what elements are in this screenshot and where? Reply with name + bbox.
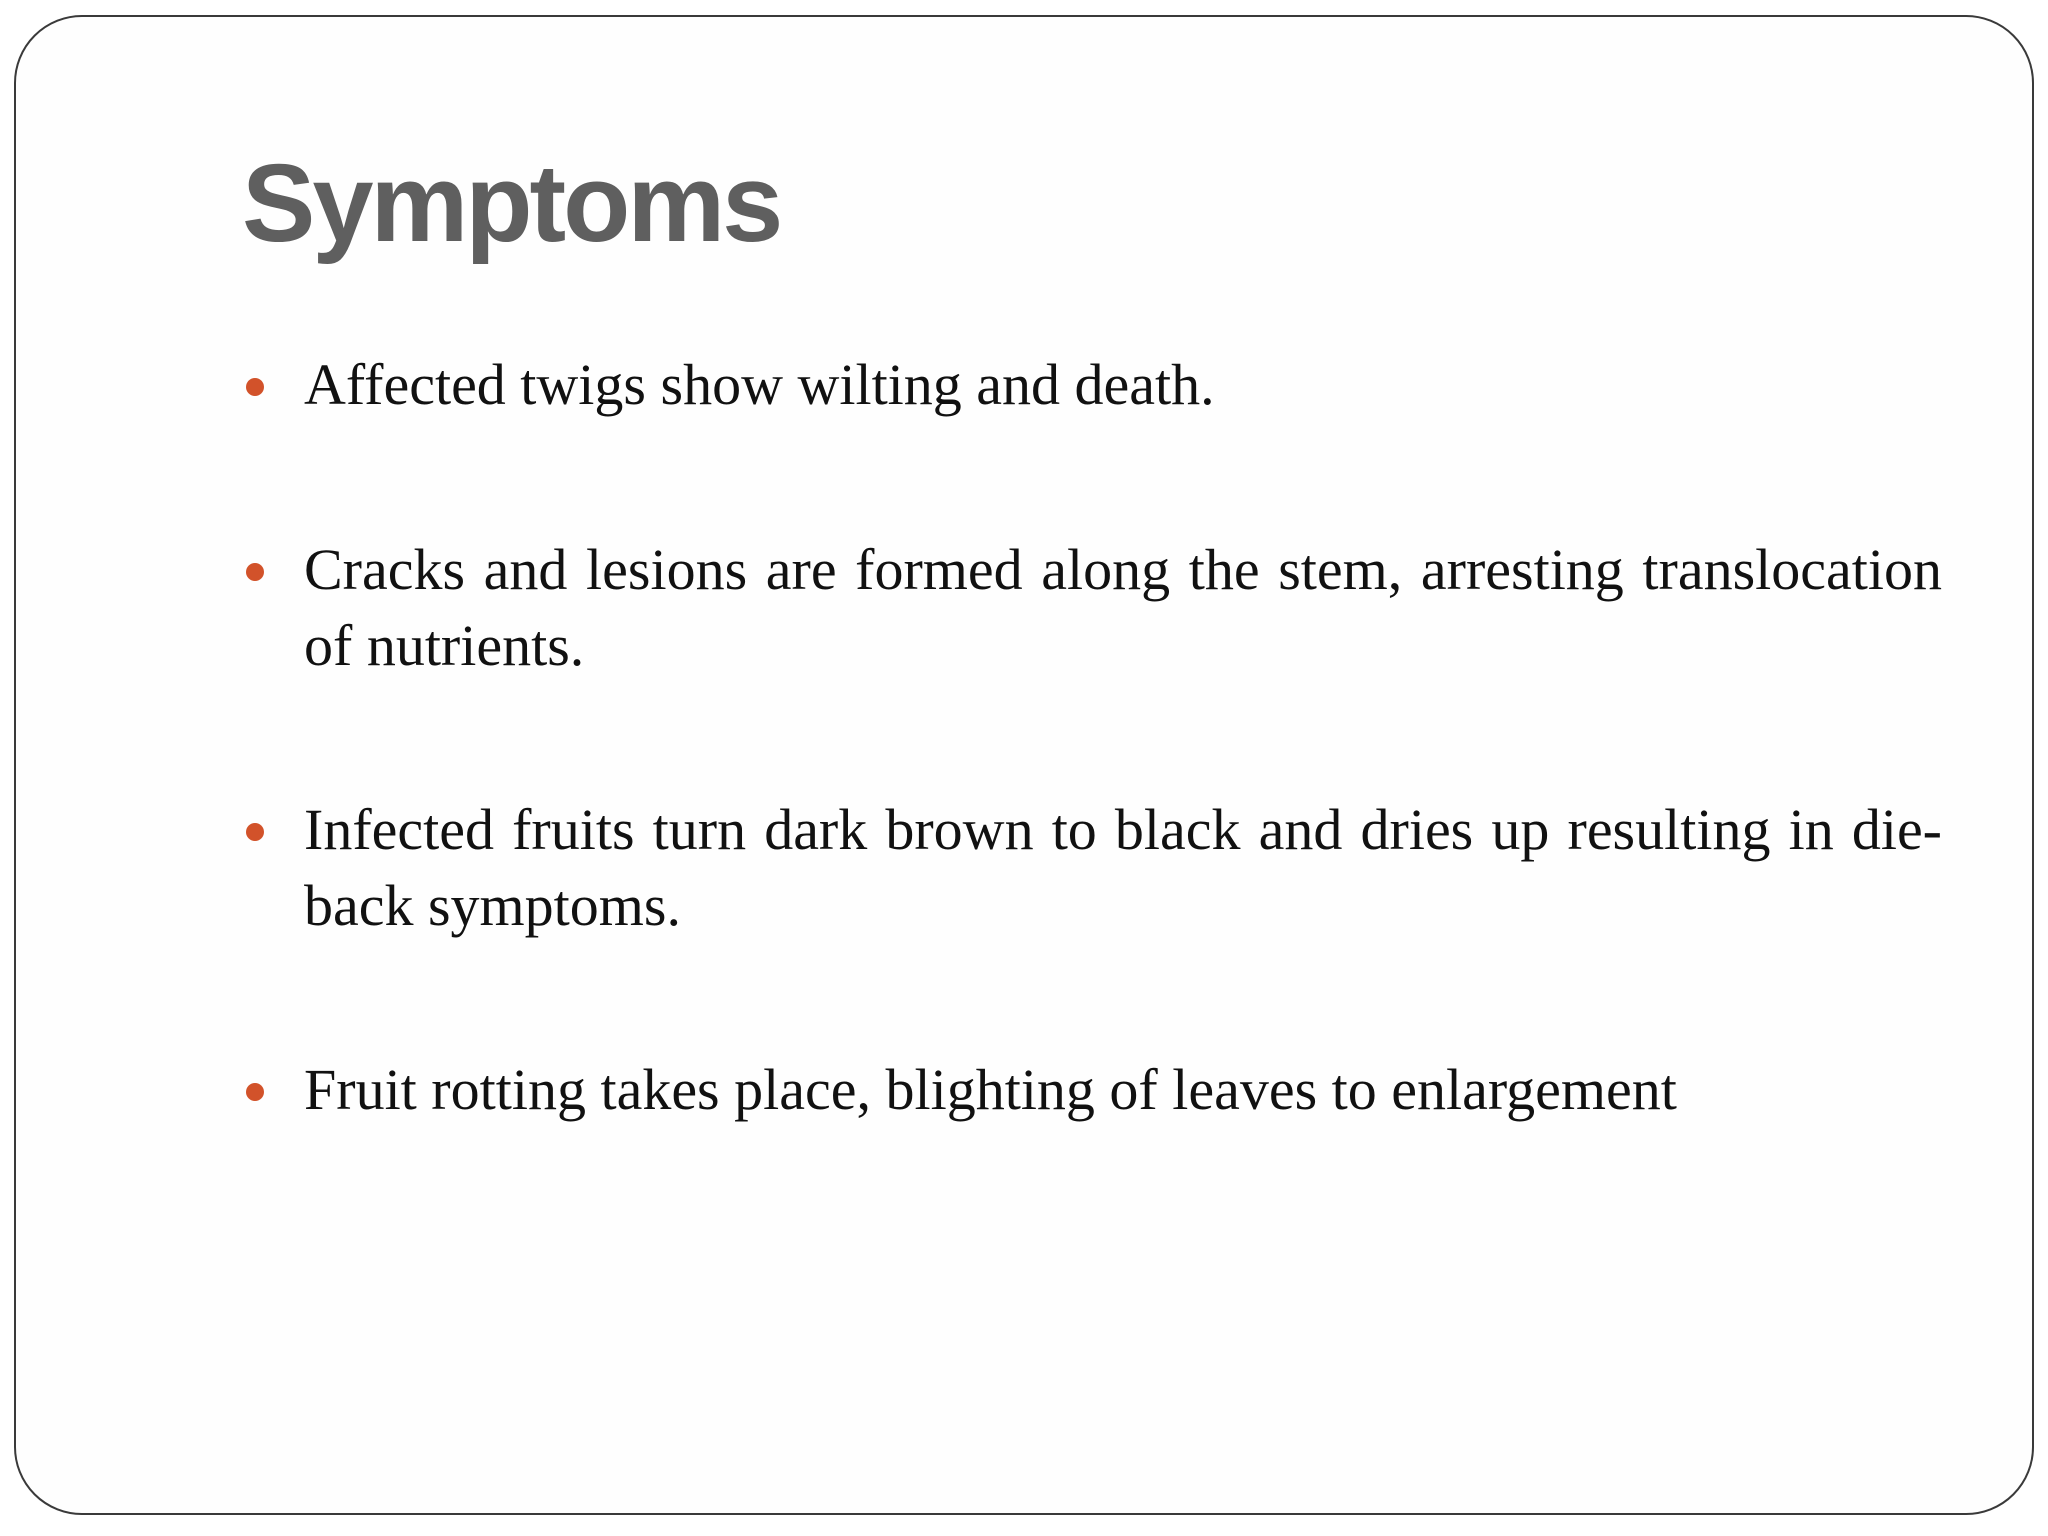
bullet-text: Affected twigs show wilting and death. [304, 352, 1215, 417]
bullet-item [242, 1052, 1942, 1128]
bullet-item [242, 347, 1942, 423]
slide-frame [14, 15, 2034, 1515]
bullet-text: Cracks and lesions are formed along the stem, arresting translocation of nutrients. [304, 537, 1942, 678]
bullet-item [242, 532, 1942, 684]
bullet-text: Fruit rotting takes place, blighting of leaves to enlargement [304, 1057, 1677, 1122]
bullet-item [242, 792, 1942, 944]
slide-title: Symptoms [242, 142, 781, 265]
bullet-dot-icon [246, 1083, 264, 1101]
bullet-dot-icon [246, 378, 264, 396]
bullet-dot-icon [246, 823, 264, 841]
bullet-dot-icon [246, 563, 264, 581]
bullet-text: Infected fruits turn dark brown to black and dries up resulting in die-back symptoms. [304, 797, 1942, 938]
